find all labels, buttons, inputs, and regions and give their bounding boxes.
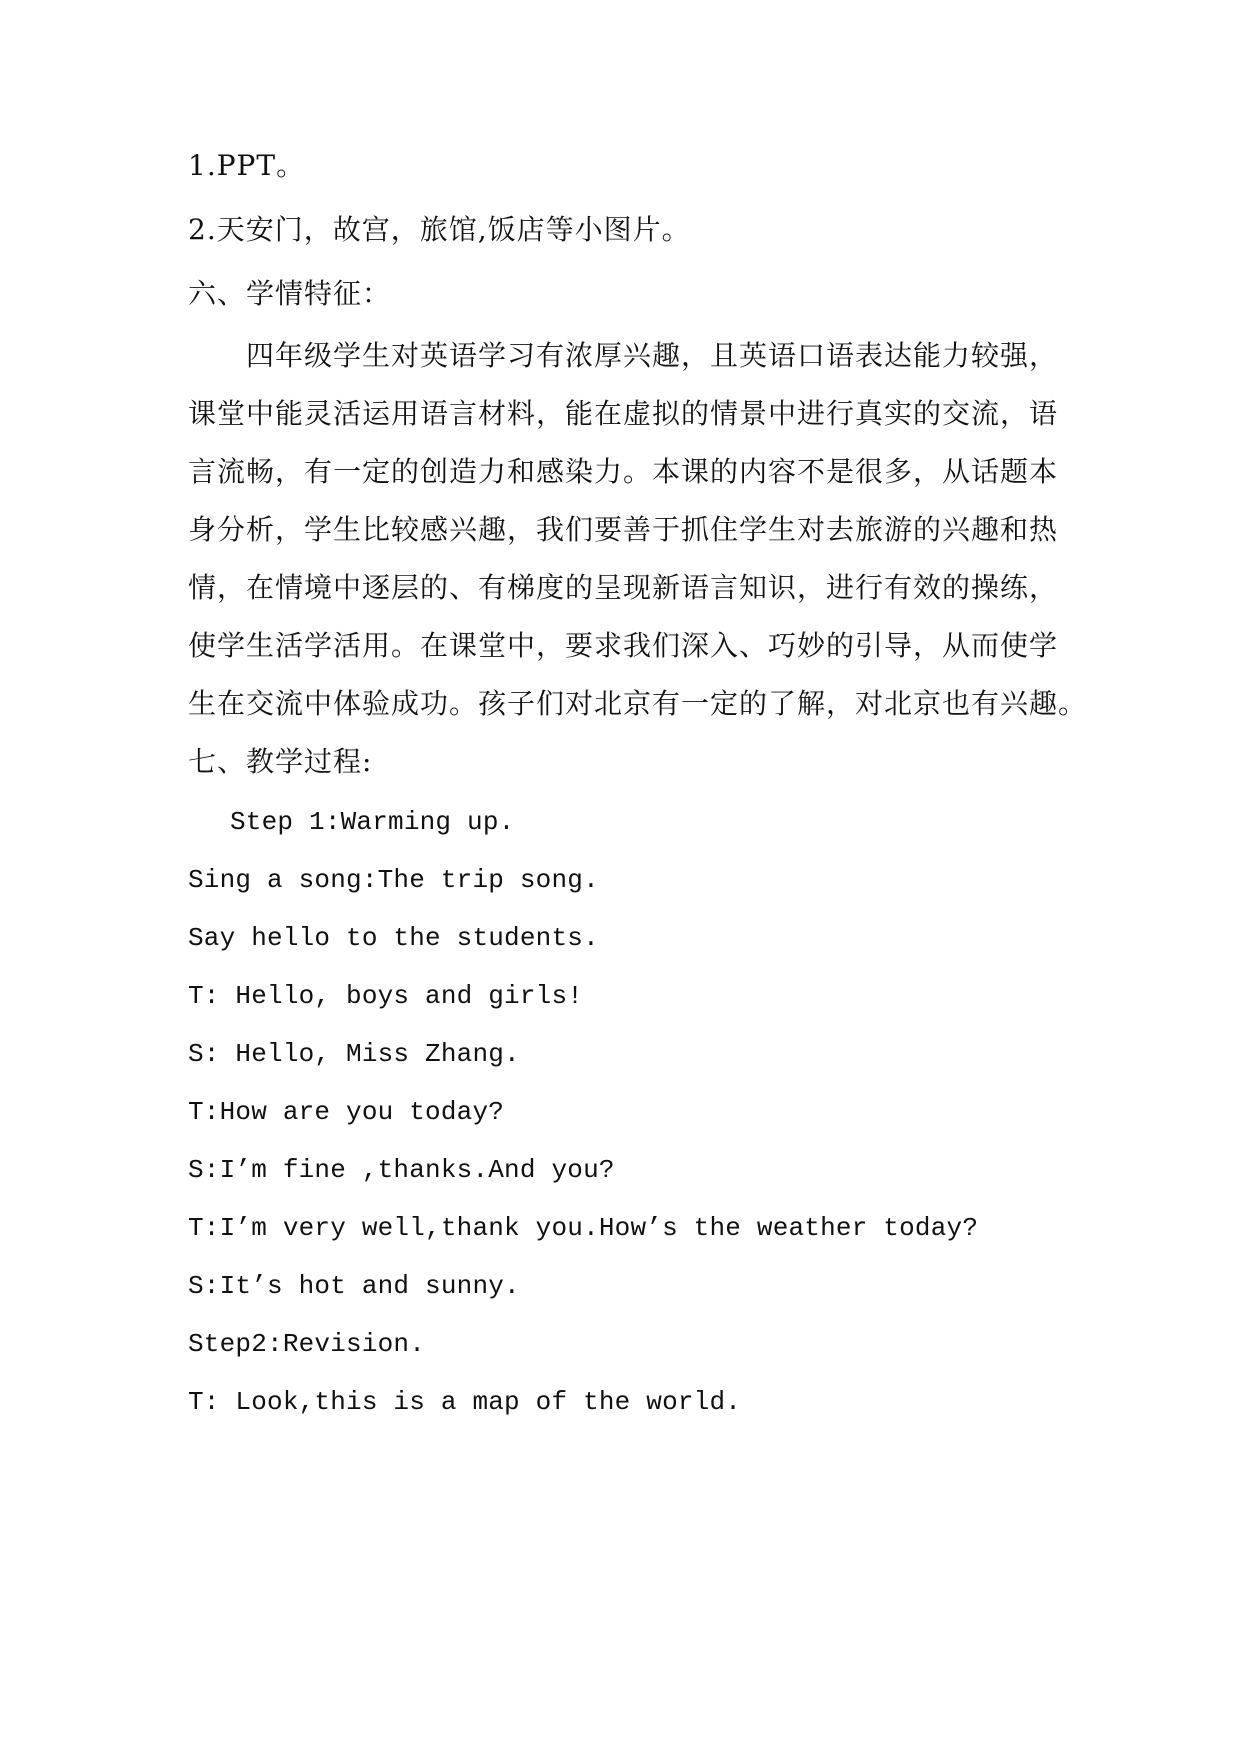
paragraph-line: 四年级学生对英语学习有浓厚兴趣，且英语口语表达能力较强， (246, 339, 1059, 372)
material-item-1: 1.PPT。 (188, 149, 306, 182)
process-line: Say hello to the students. (188, 923, 599, 953)
step-title: Step 1:Warming up. (230, 807, 515, 837)
paragraph-line: 生在交流中体验成功。孩子们对北京有一定的了解，对北京也有兴趣。 (188, 687, 1088, 720)
section-heading-teaching-process: 七、教学过程: (188, 745, 373, 778)
process-line: T:How are you today? (188, 1097, 505, 1127)
material-item-2: 2.天安门，故宫，旅馆,饭店等小图片。 (188, 213, 691, 246)
process-line: S:I’m fine ,thanks.And you? (188, 1155, 615, 1185)
process-line: S:It’s hot and sunny. (188, 1271, 520, 1301)
section-heading-student-analysis: 六、学情特征： (188, 277, 392, 310)
process-line: T:I’m very well,thank you.How’s the weather today? (188, 1213, 979, 1243)
paragraph-line: 身分析，学生比较感兴趣，我们要善于抓住学生对去旅游的兴趣和热 (188, 513, 1059, 546)
process-line: Sing a song:The trip song. (188, 865, 599, 895)
process-line: T: Hello, boys and girls! (188, 981, 584, 1011)
paragraph-line: 言流畅，有一定的创造力和感染力。本课的内容不是很多，从话题本 (188, 455, 1059, 488)
process-line: S: Hello, Miss Zhang. (188, 1039, 520, 1069)
process-line: T: Look,this is a map of the world. (188, 1387, 742, 1417)
paragraph-line: 情，在情境中逐层的、有梯度的呈现新语言知识，进行有效的操练， (188, 571, 1059, 604)
paragraph-line: 使学生活学活用。在课堂中，要求我们深入、巧妙的引导，从而使学 (188, 629, 1059, 662)
paragraph-line: 课堂中能灵活运用语言材料，能在虚拟的情景中进行真实的交流，语 (188, 397, 1059, 430)
step-title: Step2:Revision. (188, 1329, 426, 1359)
